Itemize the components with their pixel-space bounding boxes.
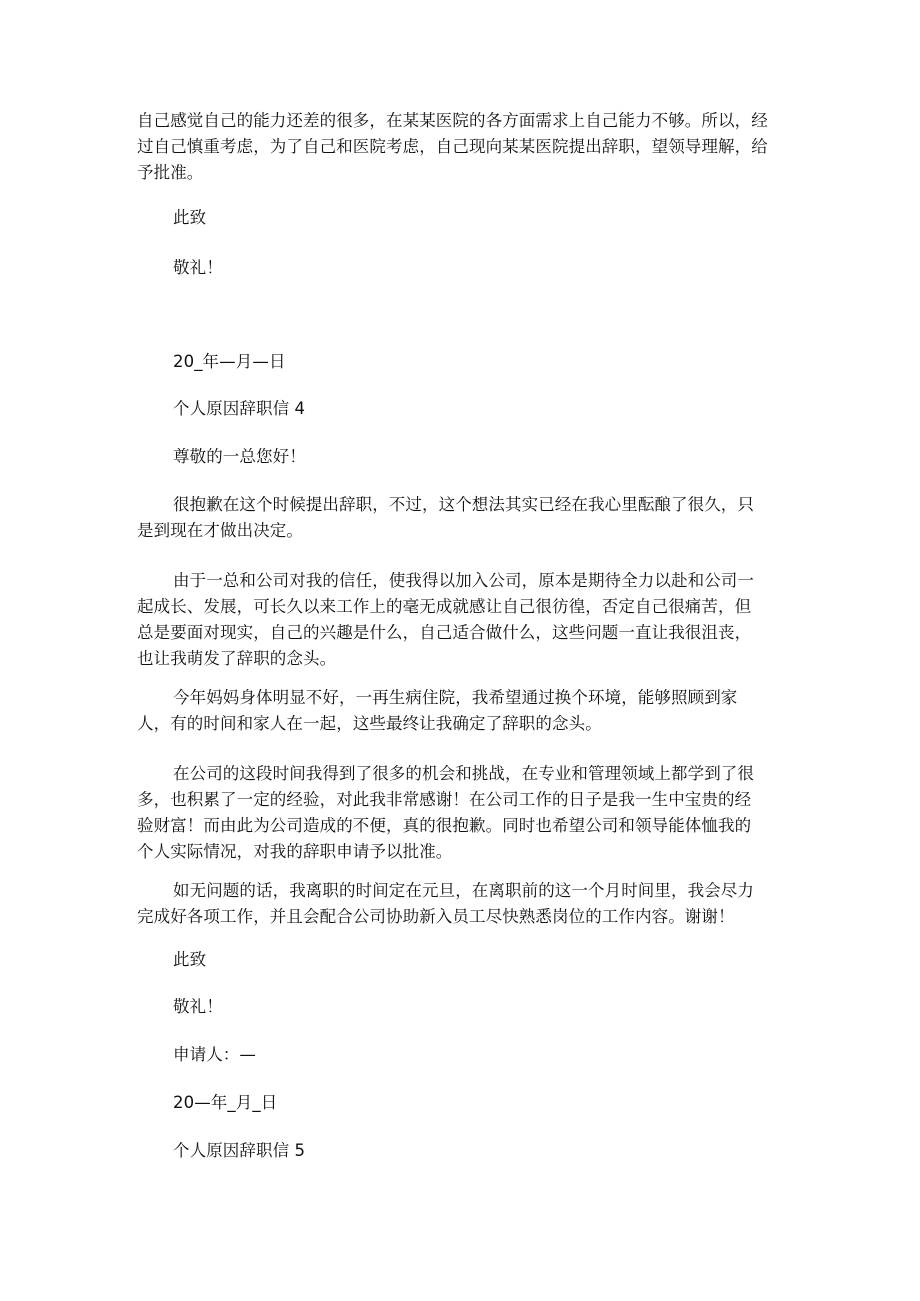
text-line: 在公司的这段时间我得到了很多的机会和挑战，在专业和管理领域上都学到了很 (173, 764, 754, 783)
text-line: 也让我萌发了辞职的念头。 (137, 649, 337, 668)
text-line: 多，也积累了一定的经验，对此我非常感谢！在公司工作的日子是我一生中宝贵的经 (137, 790, 752, 809)
text-line: 验财富！而由此为公司造成的不便，真的很抱歉。同时也希望公司和领导能体恤我的 (137, 816, 752, 835)
paragraph-apology (137, 492, 754, 544)
letter-heading-4: 个人原因辞职信 4 (173, 399, 306, 418)
closing-ci-zhi: 此致 (173, 208, 207, 227)
paragraph-gratitude (137, 761, 754, 865)
paragraph-intro (137, 108, 768, 186)
text-line: 过自己慎重考虑，为了自己和医院考虑，自己现向某某医院提出辞职，望领导理解，给 (137, 137, 768, 156)
text-line: 予批准。 (137, 163, 204, 182)
text-line: 总是要面对现实，自己的兴趣是什么，自己适合做什么，这些问题一直让我很沮丧， (137, 623, 752, 642)
text-line: 起成长、发展，可长久以来工作上的毫无成就感让自己很彷徨，否定自己很痛苦，但 (137, 597, 752, 616)
paragraph-reason (137, 568, 754, 672)
paragraph-family (137, 685, 737, 737)
salute-jing-li: 敬礼！ (173, 258, 223, 277)
text-line: 如无问题的话，我离职的时间定在元旦，在离职前的这一个月时间里，我会尽力 (173, 881, 754, 900)
text-line: 完成好各项工作，并且会配合公司协助新入员工尽快熟悉岗位的工作内容。谢谢！ (137, 907, 735, 926)
text-line: 人，有的时间和家人在一起，这些最终让我确定了辞职的念头。 (137, 714, 602, 733)
closing-ci-zhi-2: 此致 (173, 950, 207, 969)
text-line: 很抱歉在这个时候提出辞职，不过，这个想法其实已经在我心里酝酿了很久，只 (173, 495, 754, 514)
greeting: 尊敬的一总您好！ (173, 447, 306, 466)
date-line: 20_年—月—日 (173, 352, 286, 371)
paragraph-departure (137, 878, 754, 930)
text-line: 个人实际情况，对我的辞职申请予以批准。 (137, 842, 453, 861)
text-line: 是到现在才做出决定。 (137, 521, 303, 540)
text-line: 今年妈妈身体明显不好，一再生病住院，我希望通过换个环境，能够照顾到家 (173, 688, 738, 707)
letter-heading-5: 个人原因辞职信 5 (173, 1141, 306, 1160)
text-line: 自己感觉自己的能力还差的很多，在某某医院的各方面需求上自己能力不够。所以，经 (137, 111, 768, 130)
applicant-line: 申请人：— (173, 1045, 256, 1064)
salute-jing-li-2: 敬礼！ (173, 997, 223, 1016)
text-line: 由于一总和公司对我的信任，使我得以加入公司，原本是期待全力以赴和公司一 (173, 571, 754, 590)
date-line-2: 20—年_月_日 (173, 1093, 278, 1112)
